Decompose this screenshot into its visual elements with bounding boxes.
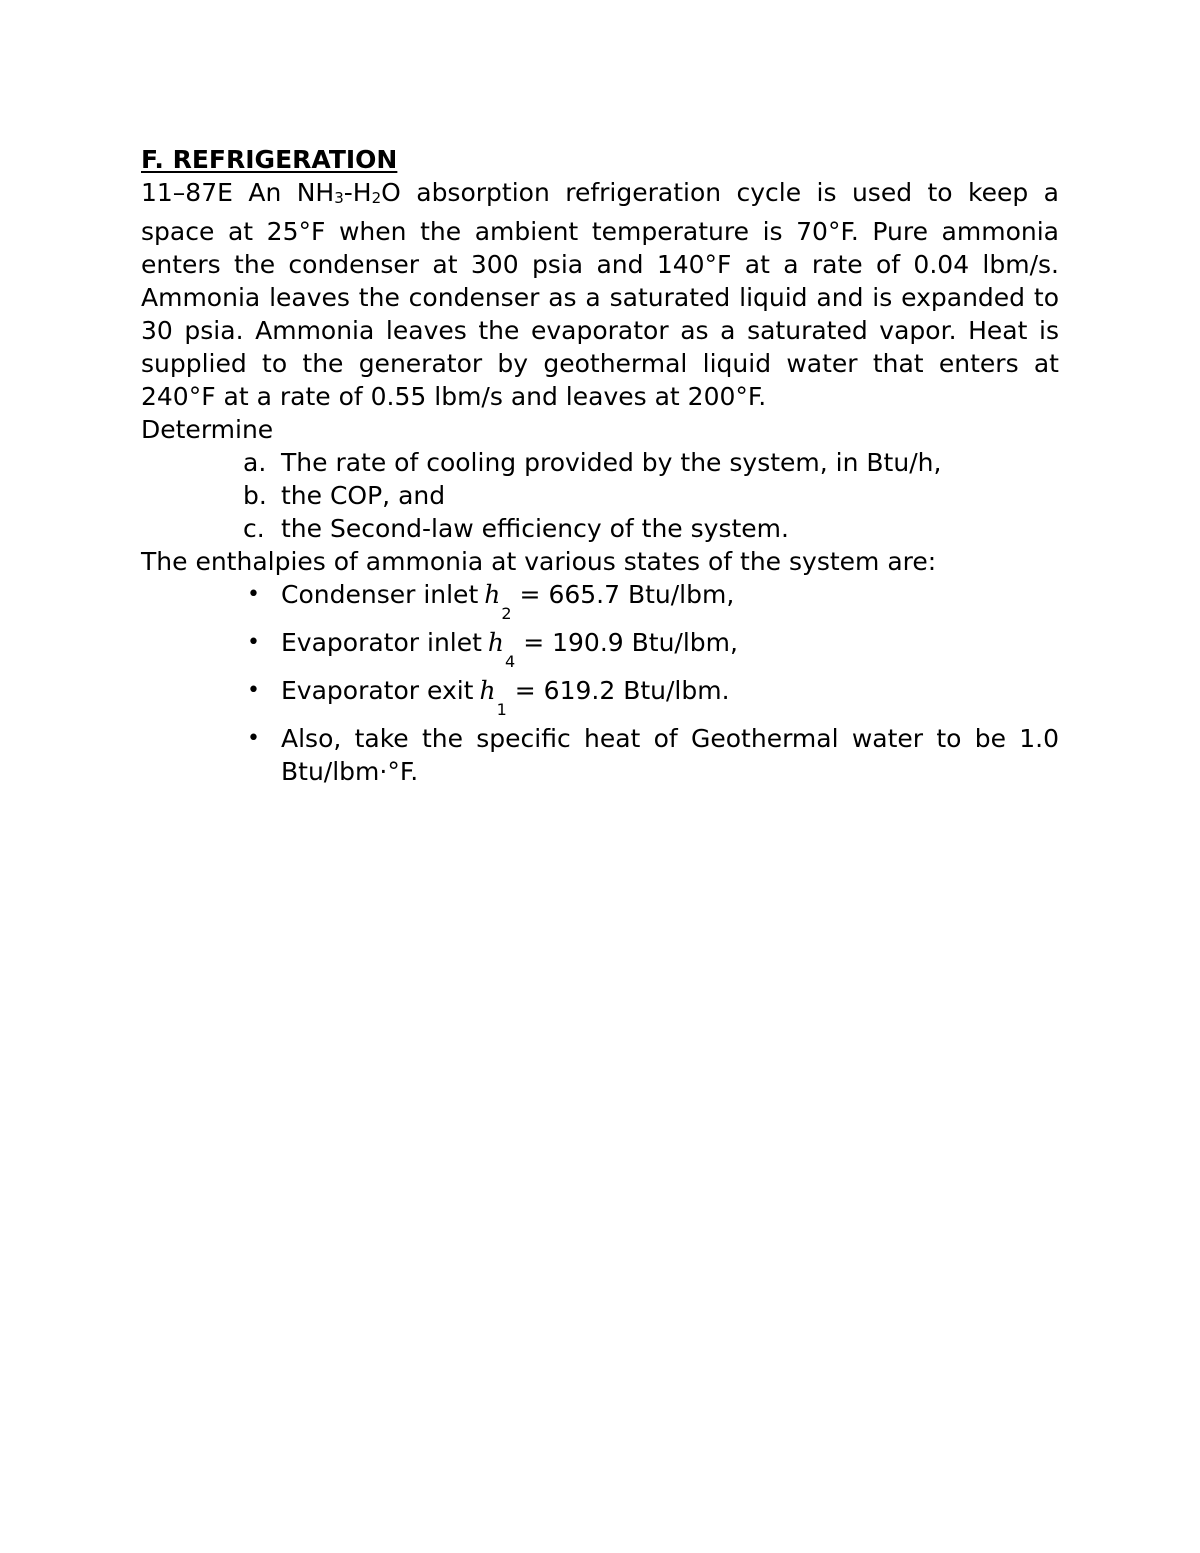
task-item	[243, 479, 1059, 512]
state-label: Evaporator inlet	[281, 628, 482, 657]
note-item	[243, 722, 1059, 788]
enthalpy-subscript: 4	[505, 652, 516, 671]
bullet-icon: •	[247, 678, 260, 703]
enthalpy-value: = 619.2 Btu/lbm.	[514, 676, 730, 705]
section-heading: F. REFRIGERATION	[141, 145, 398, 174]
problem-statement	[141, 176, 1059, 413]
task-marker: c.	[243, 514, 265, 543]
task-text: the Second-law efficiency of the system.	[281, 514, 789, 543]
specific-heat-note: Also, take the specific heat of Geothermal water to be 1.0 Btu/lbm·°F.	[281, 724, 1059, 786]
subscript-2: 2	[371, 189, 382, 207]
enthalpy-value: = 665.7 Btu/lbm,	[519, 580, 735, 609]
state-label: Evaporator exit	[281, 676, 474, 705]
enthalpy-content	[281, 626, 1059, 671]
task-marker: b.	[243, 481, 267, 510]
enthalpy-content	[281, 578, 1059, 623]
enthalpy-symbol: h	[479, 676, 496, 705]
enthalpy-item	[243, 626, 1059, 671]
subscript-3: 3	[334, 189, 344, 207]
task-item	[243, 446, 1059, 479]
task-marker: a.	[243, 448, 267, 477]
enthalpy-intro: The enthalpies of ammonia at various states of the system are:	[141, 547, 937, 576]
enthalpy-item	[243, 674, 1059, 719]
enthalpy-value: = 190.9 Btu/lbm,	[523, 628, 738, 657]
enthalpy-subscript: 2	[501, 604, 512, 623]
document-page	[141, 143, 1059, 800]
task-list	[141, 446, 1059, 545]
enthalpy-symbol: h	[487, 628, 505, 657]
problem-text-h: -H	[343, 178, 372, 207]
enthalpy-content	[281, 674, 1059, 719]
task-text: the COP, and	[281, 481, 446, 510]
bullet-icon: •	[247, 726, 260, 751]
bullet-icon: •	[247, 630, 260, 655]
bullet-icon: •	[247, 582, 260, 607]
enthalpy-list	[141, 578, 1059, 788]
task-text: The rate of cooling provided by the system, in Btu/h,	[281, 448, 942, 477]
task-item	[243, 512, 1059, 545]
problem-text-start: 11–87E An NH	[141, 178, 335, 207]
problem-text-rest: O absorption refrigeration cycle is used to keep a space at 25°F when the ambient temperature is 70°F. Pure ammonia enters the condenser at 300 psia and 140°F at a rate of 0.04 lbm/s. Ammonia leaves the condenser as a saturated liquid and is expanded to 30 psia. Ammonia leaves the evaporator as a saturated vapor. Heat is supplied to the generator by geothermal liquid water that enters at 240°F at a rate of 0.55 lbm/s and leaves at 200°F.	[141, 178, 1059, 411]
enthalpy-symbol: h	[484, 580, 501, 609]
determine-label: Determine	[141, 415, 274, 444]
enthalpy-item	[243, 578, 1059, 623]
enthalpy-subscript: 1	[496, 700, 507, 719]
state-label: Condenser inlet	[281, 580, 479, 609]
